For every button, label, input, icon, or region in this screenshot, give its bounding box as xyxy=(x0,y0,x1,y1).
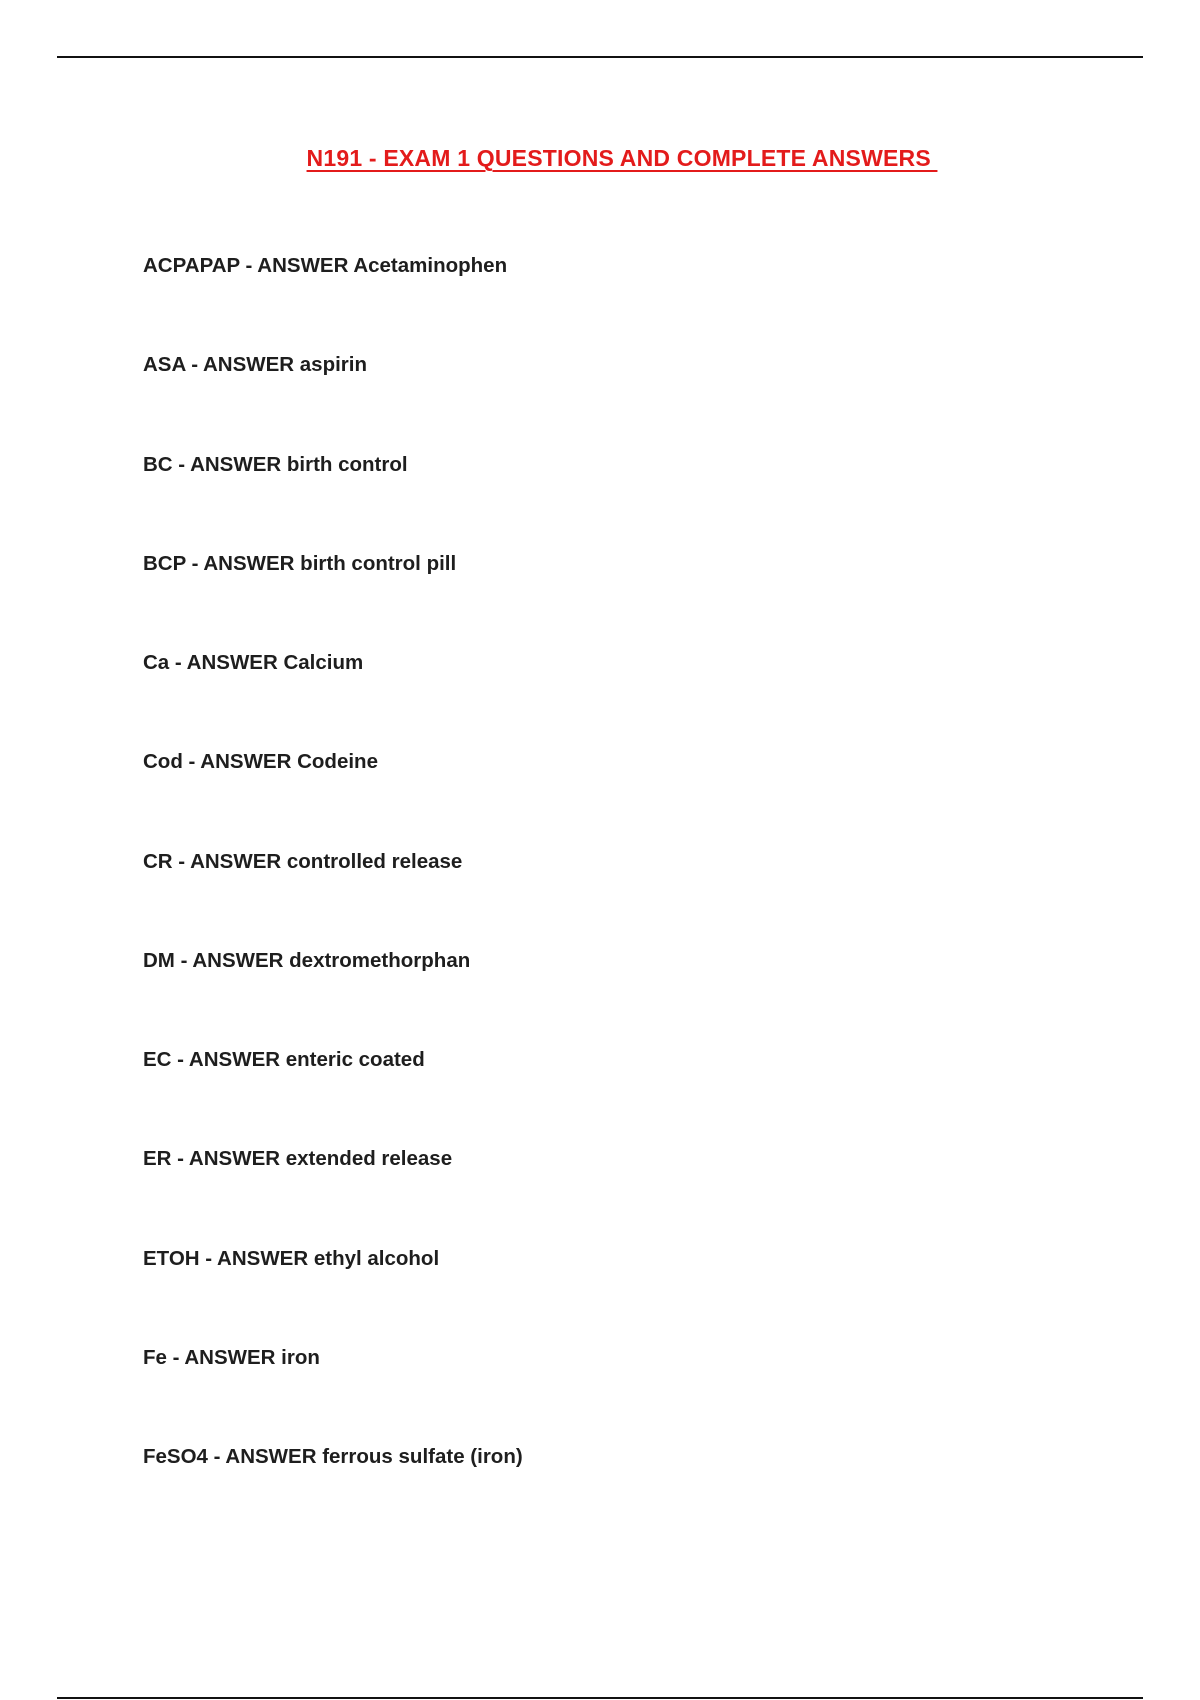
entry-etoh: ETOH - ANSWER ethyl alcohol xyxy=(143,1247,440,1270)
entry-cr: CR - ANSWER controlled release xyxy=(143,850,463,873)
entry-ca: Ca - ANSWER Calcium xyxy=(143,651,364,674)
entry-bc: BC - ANSWER birth control xyxy=(143,453,408,476)
entry-cod: Cod - ANSWER Codeine xyxy=(143,750,378,773)
entry-asa: ASA - ANSWER aspirin xyxy=(143,353,367,376)
entry-dm: DM - ANSWER dextromethorphan xyxy=(143,949,471,972)
entry-er: ER - ANSWER extended release xyxy=(143,1147,453,1170)
entry-bcp: BCP - ANSWER birth control pill xyxy=(143,552,457,575)
entry-feso4: FeSO4 - ANSWER ferrous sulfate (iron) xyxy=(143,1445,523,1468)
entry-acpapap: ACPAPAP - ANSWER Acetaminophen xyxy=(143,254,508,277)
entry-fe: Fe - ANSWER iron xyxy=(143,1346,320,1369)
footer-rule xyxy=(57,1697,1143,1699)
document-title-text: N191 - EXAM 1 QUESTIONS AND COMPLETE ANSWERS xyxy=(306,145,938,171)
entry-ec: EC - ANSWER enteric coated xyxy=(143,1048,425,1071)
